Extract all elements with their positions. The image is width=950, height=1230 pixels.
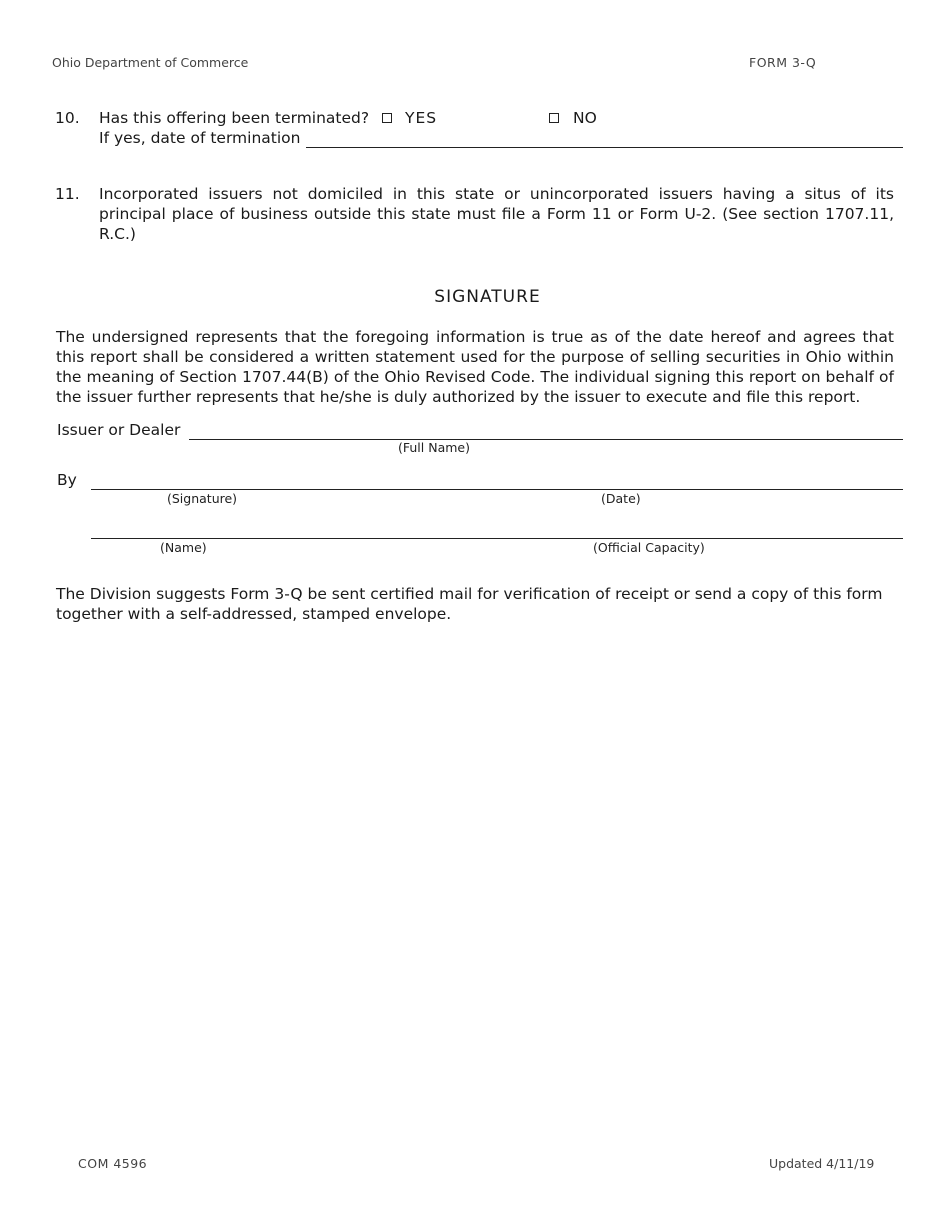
issuer-dealer-label: Issuer or Dealer — [57, 421, 181, 439]
termination-date-field[interactable] — [306, 147, 903, 148]
signature-heading: SIGNATURE — [434, 287, 541, 307]
footer-form-code: COM 4596 — [78, 1156, 148, 1171]
division-note: The Division suggests Form 3-Q be sent certified mail for verification of receipt or send a copy of this form together with a self-addressed, stamped envelope. — [56, 585, 883, 623]
name-capacity-field[interactable] — [91, 538, 903, 539]
header-agency: Ohio Department of Commerce — [52, 55, 249, 70]
yes-label: YES — [405, 109, 438, 127]
footer-updated: Updated 4/11/19 — [769, 1156, 875, 1171]
name-caption: (Name) — [160, 540, 207, 555]
signature-date-field[interactable] — [91, 489, 903, 490]
official-capacity-caption: (Official Capacity) — [593, 540, 705, 555]
question-10-text: Has this offering been terminated? — [99, 109, 370, 127]
issuer-dealer-field[interactable] — [189, 439, 903, 440]
no-checkbox[interactable] — [549, 113, 559, 123]
header-form-id: FORM 3-Q — [749, 55, 817, 70]
termination-date-label: If yes, date of termination — [99, 129, 301, 147]
question-10-number: 10. — [55, 109, 80, 127]
by-label: By — [57, 471, 77, 489]
signature-caption: (Signature) — [167, 491, 238, 506]
signature-statement: The undersigned represents that the foregoing information is true as of the date hereof and agrees that this report shall be considered a written statement used for the purpose of selling securities in Ohio within the meaning of Section 1707.44(B) of the Ohio Revised Code. The individual signing this report on behalf of the issuer further represents that he/she is duly authorized by the issuer to execute and file this report. — [56, 328, 894, 406]
date-caption: (Date) — [601, 491, 641, 506]
yes-checkbox[interactable] — [382, 113, 392, 123]
no-label: NO — [573, 109, 597, 127]
full-name-caption: (Full Name) — [398, 440, 470, 455]
question-11-text: Incorporated issuers not domiciled in this state or unincorporated issuers having a situs of its principal place of business outside this state must file a Form 11 or Form U-2. (See section 1707.11, R.C.) — [99, 185, 894, 243]
question-11-number: 11. — [55, 185, 80, 203]
